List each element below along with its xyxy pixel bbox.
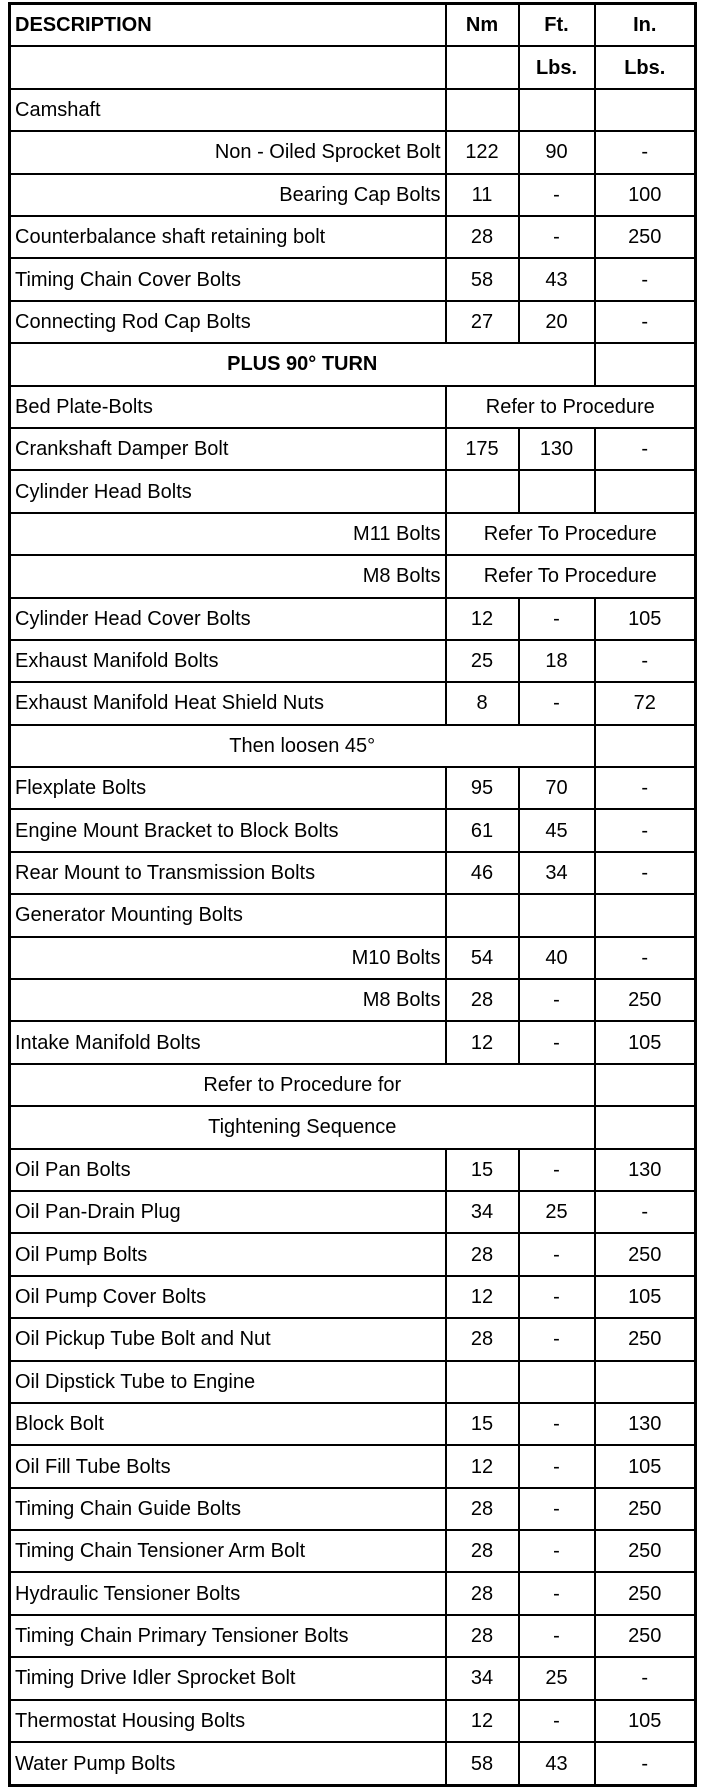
nm-cell: 27 [446,301,519,343]
description-cell: Exhaust Manifold Heat Shield Nuts [10,682,446,724]
header-ft-units: Lbs. [519,46,595,88]
description-cell: Flexplate Bolts [10,767,446,809]
ft-lbs-cell: - [519,1700,595,1742]
ft-lbs-cell: 20 [519,301,595,343]
description-cell: Water Pump Bolts [10,1742,446,1785]
ft-lbs-cell: - [519,979,595,1021]
in-lbs-cell: 100 [595,174,696,216]
in-lbs-cell [595,1064,696,1106]
note-cell: Tightening Sequence [10,1106,595,1148]
ft-lbs-cell: 40 [519,937,595,979]
table-row [10,1530,696,1572]
in-lbs-cell: 130 [595,1149,696,1191]
description-cell: Oil Pan-Drain Plug [10,1191,446,1233]
table-row [10,682,696,724]
nm-cell: 12 [446,1445,519,1487]
in-lbs-cell: 250 [595,1318,696,1360]
description-cell: Oil Fill Tube Bolts [10,1445,446,1487]
nm-cell: 8 [446,682,519,724]
table-row [10,1361,696,1403]
ft-lbs-cell: - [519,1276,595,1318]
header-row [10,4,696,47]
description-cell: Block Bolt [10,1403,446,1445]
torque-spec-table [8,2,697,1787]
description-cell: Oil Pump Cover Bolts [10,1276,446,1318]
table-row [10,1191,696,1233]
in-lbs-cell: 130 [595,1403,696,1445]
ft-lbs-cell: 43 [519,1742,595,1785]
description-cell: Timing Chain Primary Tensioner Bolts [10,1615,446,1657]
nm-cell: 175 [446,428,519,470]
in-lbs-cell: - [595,1742,696,1785]
header-in: In. [595,4,696,47]
nm-cell: 58 [446,258,519,300]
nm-cell: 28 [446,1572,519,1614]
ft-lbs-cell: 18 [519,640,595,682]
header-in-units: Lbs. [595,46,696,88]
header-nm: Nm [446,4,519,47]
description-cell: Oil Pan Bolts [10,1149,446,1191]
table-row [10,1615,696,1657]
nm-cell: 12 [446,1276,519,1318]
in-lbs-cell: - [595,640,696,682]
ft-lbs-cell: - [519,216,595,258]
description-cell: Timing Drive Idler Sprocket Bolt [10,1657,446,1699]
ft-lbs-cell: - [519,1021,595,1063]
in-lbs-cell [595,1106,696,1148]
nm-cell [446,89,519,131]
nm-cell: 58 [446,1742,519,1785]
description-cell: Thermostat Housing Bolts [10,1700,446,1742]
table-body [10,4,696,1786]
in-lbs-cell [595,894,696,936]
table-row [10,598,696,640]
description-cell: Crankshaft Damper Bolt [10,428,446,470]
in-lbs-cell: 250 [595,1572,696,1614]
ft-lbs-cell: - [519,1488,595,1530]
in-lbs-cell: 105 [595,1445,696,1487]
in-lbs-cell: 250 [595,1530,696,1572]
nm-cell: 61 [446,809,519,851]
table-row [10,809,696,851]
ft-lbs-cell: - [519,1530,595,1572]
nm-cell: 28 [446,1530,519,1572]
nm-cell: 28 [446,1615,519,1657]
ft-lbs-cell: 25 [519,1191,595,1233]
in-lbs-cell: 250 [595,979,696,1021]
ft-lbs-cell: - [519,1403,595,1445]
nm-cell: 11 [446,174,519,216]
in-lbs-cell: 72 [595,682,696,724]
table-row [10,1064,696,1106]
ft-lbs-cell: 34 [519,852,595,894]
nm-cell: 28 [446,1318,519,1360]
table-row [10,1445,696,1487]
table-row [10,89,696,131]
ft-lbs-cell: - [519,682,595,724]
in-lbs-cell: 105 [595,1700,696,1742]
ft-lbs-cell: 130 [519,428,595,470]
nm-cell: 28 [446,979,519,1021]
description-cell: Generator Mounting Bolts [10,894,446,936]
ft-lbs-cell [519,470,595,512]
description-cell: Timing Chain Cover Bolts [10,258,446,300]
nm-cell: 122 [446,131,519,173]
ft-lbs-cell: - [519,174,595,216]
table-row [10,1233,696,1275]
nm-cell [446,470,519,512]
ft-lbs-cell: - [519,1233,595,1275]
nm-cell: 12 [446,598,519,640]
nm-cell: 28 [446,1488,519,1530]
description-cell: Intake Manifold Bolts [10,1021,446,1063]
in-lbs-cell: 250 [595,1233,696,1275]
description-cell: Engine Mount Bracket to Block Bolts [10,809,446,851]
ft-lbs-cell: 70 [519,767,595,809]
ft-lbs-cell: 43 [519,258,595,300]
nm-cell: 95 [446,767,519,809]
table-row [10,301,696,343]
description-cell: Counterbalance shaft retaining bolt [10,216,446,258]
description-cell: M11 Bolts [10,513,446,555]
nm-cell: 34 [446,1191,519,1233]
nm-cell: 28 [446,216,519,258]
description-cell: M10 Bolts [10,937,446,979]
nm-cell: 12 [446,1021,519,1063]
description-cell: Timing Chain Tensioner Arm Bolt [10,1530,446,1572]
nm-cell: 15 [446,1403,519,1445]
table-row [10,937,696,979]
ft-lbs-cell: - [519,1445,595,1487]
table-row [10,894,696,936]
in-lbs-cell: - [595,258,696,300]
ft-lbs-cell: 45 [519,809,595,851]
description-cell: Oil Pickup Tube Bolt and Nut [10,1318,446,1360]
ft-lbs-cell [519,894,595,936]
in-lbs-cell [595,725,696,767]
table-row [10,1657,696,1699]
table-row [10,979,696,1021]
table-row [10,386,696,428]
in-lbs-cell: 250 [595,1615,696,1657]
nm-cell: 28 [446,1233,519,1275]
table-row [10,1276,696,1318]
table-row [10,513,696,555]
in-lbs-cell: 105 [595,1276,696,1318]
ft-lbs-cell: - [519,1572,595,1614]
table-row [10,1488,696,1530]
table-row [10,216,696,258]
in-lbs-cell: 250 [595,1488,696,1530]
header-ft: Ft. [519,4,595,47]
table-row [10,1149,696,1191]
ft-lbs-cell: - [519,1149,595,1191]
in-lbs-cell [595,343,696,385]
description-cell: Cylinder Head Bolts [10,470,446,512]
description-cell: M8 Bolts [10,555,446,597]
table-row [10,428,696,470]
in-lbs-cell [595,89,696,131]
description-cell: Oil Pump Bolts [10,1233,446,1275]
table-row [10,1318,696,1360]
in-lbs-cell: - [595,937,696,979]
in-lbs-cell: - [595,301,696,343]
table-row [10,343,696,385]
in-lbs-cell [595,1361,696,1403]
description-cell: M8 Bolts [10,979,446,1021]
table-row [10,131,696,173]
header-description-blank [10,46,446,88]
in-lbs-cell: - [595,428,696,470]
in-lbs-cell [595,470,696,512]
ft-lbs-cell: - [519,598,595,640]
table-row [10,470,696,512]
procedure-note-cell: Refer To Procedure [446,555,696,597]
in-lbs-cell: 105 [595,1021,696,1063]
note-cell: Refer to Procedure for [10,1064,595,1106]
nm-cell: 15 [446,1149,519,1191]
table-row [10,1742,696,1785]
table-row [10,258,696,300]
ft-lbs-cell [519,1361,595,1403]
table-row [10,852,696,894]
table-row [10,640,696,682]
in-lbs-cell: 250 [595,216,696,258]
nm-cell: 34 [446,1657,519,1699]
table-row [10,1021,696,1063]
in-lbs-cell: - [595,1191,696,1233]
header-row-units [10,46,696,88]
table-row [10,1572,696,1614]
nm-cell [446,894,519,936]
description-cell: Rear Mount to Transmission Bolts [10,852,446,894]
description-cell: Connecting Rod Cap Bolts [10,301,446,343]
description-cell: Timing Chain Guide Bolts [10,1488,446,1530]
ft-lbs-cell: - [519,1318,595,1360]
ft-lbs-cell [519,89,595,131]
nm-cell: 12 [446,1700,519,1742]
table-row [10,725,696,767]
description-cell: Bearing Cap Bolts [10,174,446,216]
procedure-note-cell: Refer To Procedure [446,513,696,555]
ft-lbs-cell: 90 [519,131,595,173]
nm-cell: 25 [446,640,519,682]
description-cell: Cylinder Head Cover Bolts [10,598,446,640]
table-row [10,174,696,216]
in-lbs-cell: 105 [595,598,696,640]
in-lbs-cell: - [595,852,696,894]
nm-cell: 54 [446,937,519,979]
header-nm-blank [446,46,519,88]
description-cell: Hydraulic Tensioner Bolts [10,1572,446,1614]
description-cell: Bed Plate-Bolts [10,386,446,428]
description-cell: Camshaft [10,89,446,131]
note-cell: Then loosen 45° [10,725,595,767]
table-row [10,1106,696,1148]
table-row [10,767,696,809]
table-row [10,555,696,597]
nm-cell: 46 [446,852,519,894]
table-row [10,1403,696,1445]
description-cell: Non - Oiled Sprocket Bolt [10,131,446,173]
table-row [10,1700,696,1742]
description-cell: Exhaust Manifold Bolts [10,640,446,682]
procedure-note-cell: Refer to Procedure [446,386,696,428]
in-lbs-cell: - [595,809,696,851]
in-lbs-cell: - [595,131,696,173]
header-description: DESCRIPTION [10,4,446,47]
in-lbs-cell: - [595,1657,696,1699]
description-cell: Oil Dipstick Tube to Engine [10,1361,446,1403]
nm-cell [446,1361,519,1403]
ft-lbs-cell: 25 [519,1657,595,1699]
note-cell: PLUS 90° TURN [10,343,595,385]
ft-lbs-cell: - [519,1615,595,1657]
in-lbs-cell: - [595,767,696,809]
